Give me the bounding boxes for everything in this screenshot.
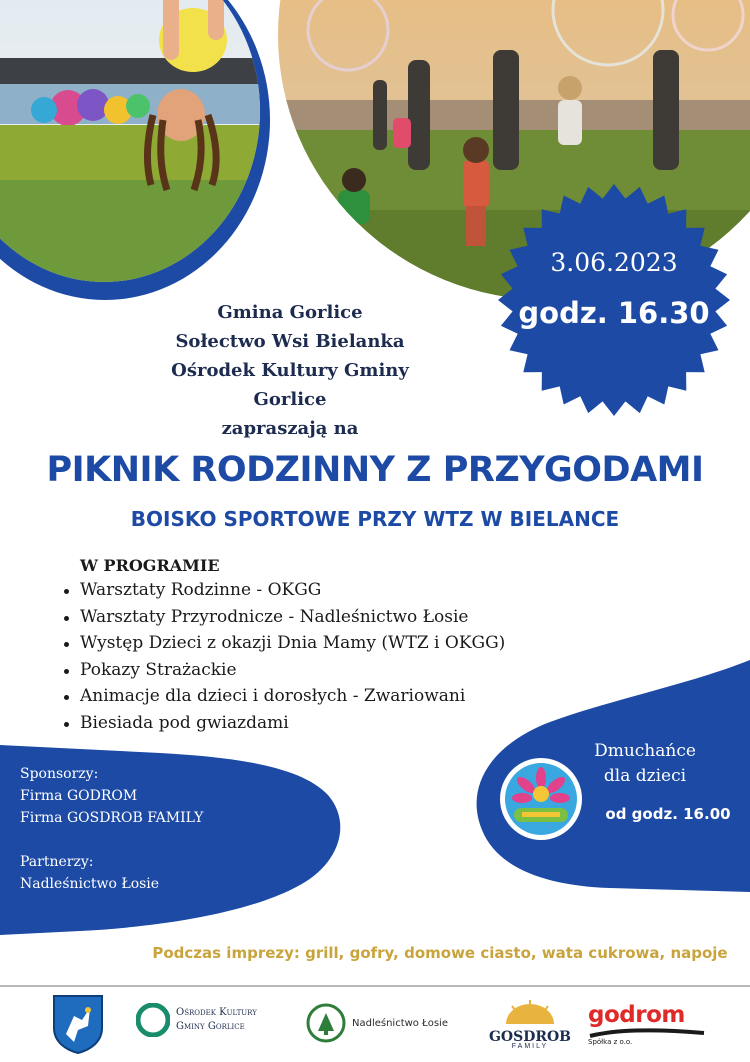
sponsors-heading: Sponsorzy: — [20, 766, 99, 782]
okgg-name-line1: Ośrodek Kultury — [176, 1007, 257, 1018]
okgg-icon — [136, 1003, 170, 1037]
bouncy-line2: dla dzieci — [603, 766, 687, 786]
bouncy-logo — [500, 758, 582, 840]
event-title: PIKNIK RODZINNY Z PRZYGODAMI — [46, 450, 704, 490]
event-location: BOISKO SPORTOWE PRZY WTZ W BIELANCE — [130, 507, 620, 531]
losie-logo — [306, 1003, 346, 1048]
godrom-sub: Spółka z o.o. — [588, 1038, 633, 1046]
event-date: 3.06.2023 — [550, 248, 678, 277]
organizer-line: Gmina Gorlice — [217, 302, 363, 323]
sun-icon — [482, 1000, 578, 1026]
during-event-text: Podczas imprezy: grill, gofry, domowe ciasto, wata cukrowa, napoje — [152, 944, 728, 962]
bouncy-line1: Dmuchańce — [594, 741, 696, 761]
okgg-logo — [136, 1003, 170, 1042]
program-heading: W PROGRAMIE — [80, 556, 220, 575]
losie-name: Nadleśnictwo Łosie — [352, 1018, 448, 1029]
road-swoosh-icon — [588, 1028, 708, 1038]
program-item: Warsztaty Przyrodnicze - Nadleśnictwo Łosie — [62, 604, 582, 631]
program-item: Warsztaty Rodzinne - OKGG — [62, 577, 582, 604]
sponsors-block — [20, 763, 203, 895]
event-time: godz. 16.30 — [518, 296, 710, 330]
organizer-line: zapraszają na — [221, 418, 359, 439]
coat-of-arms-icon — [52, 994, 104, 1054]
organizer-line: Ośrodek Kultury Gminy Gorlice — [171, 360, 409, 410]
forest-service-icon — [306, 1003, 346, 1043]
program-item: Występ Dzieci z okazji Dnia Mamy (WTZ i OKGG) — [62, 630, 582, 657]
okgg-name-line2: Gminy Gorlice — [176, 1021, 245, 1032]
organizers-block — [150, 298, 430, 443]
gorlice-coat-of-arms — [52, 994, 104, 1059]
organizer-line: Sołectwo Wsi Bielanka — [175, 331, 405, 352]
sponsor-item: Firma GODROM — [20, 788, 138, 804]
flower-logo-icon — [500, 758, 582, 840]
partner-item: Nadleśnictwo Łosie — [20, 876, 160, 892]
sponsor-item: Firma GOSDROB FAMILY — [20, 810, 204, 826]
program-item: Animacje dla dzieci i dorosłych - Zwariowani — [62, 683, 582, 710]
footer-divider — [0, 985, 750, 987]
gosdrob-name: GOSDROB — [488, 1029, 572, 1045]
program-item: Pokazy Strażackie — [62, 657, 582, 684]
godrom-name: godrom — [588, 1002, 685, 1028]
bouncy-time: od godz. 16.00 — [605, 805, 731, 823]
gosdrob-sub: FAMILY — [511, 1043, 549, 1050]
partners-heading: Partnerzy: — [20, 854, 94, 870]
godrom-logo — [588, 1002, 708, 1050]
gosdrob-logo — [482, 1000, 578, 1052]
program-item: Biesiada pod gwiazdami — [62, 710, 582, 737]
